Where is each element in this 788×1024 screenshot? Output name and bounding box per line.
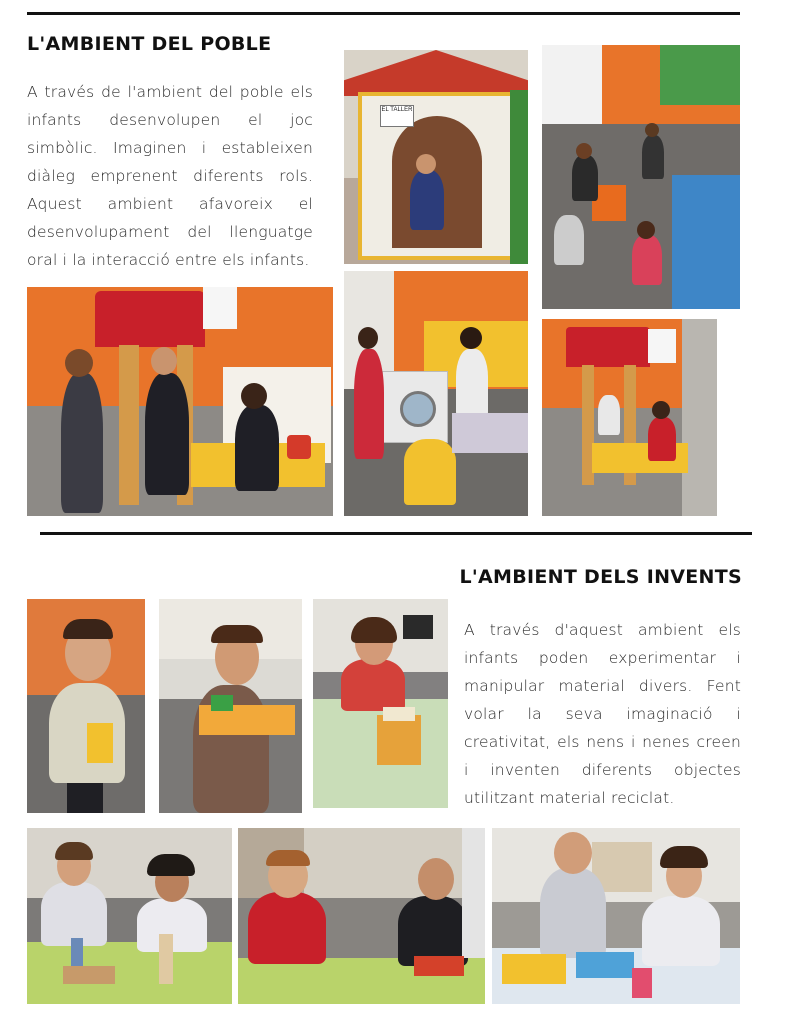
section-text-poble: A través de l'ambient del poble els infants desenvolupen el joc simbòlic. Imaginen i estableixen diàleg emprenent diferents rols. Aquest ambient afavoreix el desenvolupament del llenguatge oral i la interacció entre els infants. xyxy=(27,83,313,269)
photo-stall-boy xyxy=(542,319,717,516)
taller-sign: EL TALLER xyxy=(380,105,414,127)
photo-invents-boys-nike xyxy=(238,828,485,1004)
section-title-invents: L'AMBIENT DELS INVENTS xyxy=(459,566,742,588)
photo-invents-two-kids-rolls xyxy=(27,828,232,1004)
photo-invents-boy-standing xyxy=(27,599,145,813)
photo-laundry-corner xyxy=(344,271,528,516)
photo-invents-boy-box xyxy=(159,599,302,813)
section-title-poble: L'AMBIENT DEL POBLE xyxy=(27,33,272,55)
photo-invents-girl-table xyxy=(313,599,448,808)
middle-divider xyxy=(40,532,752,535)
photo-market-stall xyxy=(27,287,333,516)
photo-classroom-shop xyxy=(542,45,740,309)
section-text-invents: A través d'aquest ambient els infants poden experimentar i manipular material divers. Fent volar la seva imaginació i creativitat, els nens i nenes creen i inventen diferents objectes utilitzant material reciclat. xyxy=(464,621,741,807)
photo-invents-kids-markers xyxy=(492,828,740,1004)
top-divider xyxy=(27,12,740,15)
photo-workshop-house xyxy=(344,50,528,264)
